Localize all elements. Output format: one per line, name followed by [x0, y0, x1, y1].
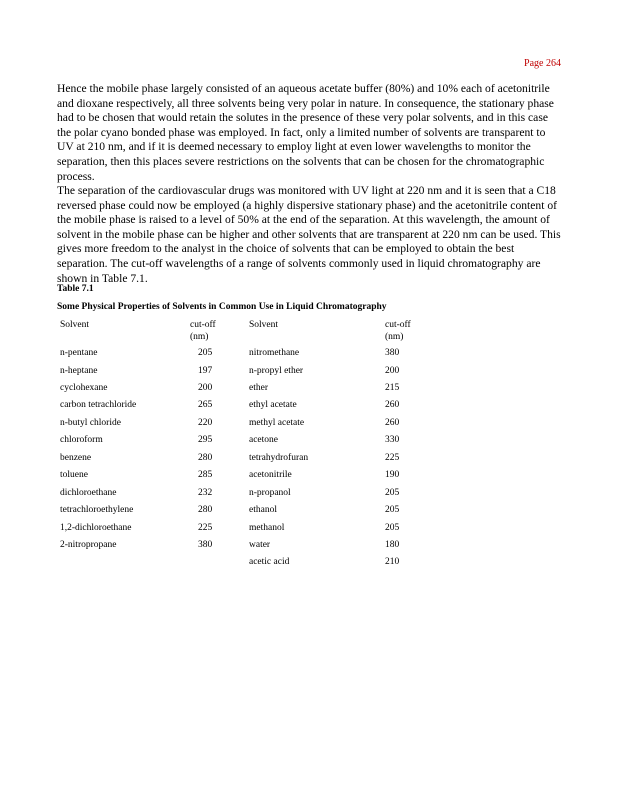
- header-cutoff-right: cut-off (nm): [385, 320, 411, 342]
- cutoff-value: 232: [198, 488, 213, 498]
- cutoff-value: 225: [198, 523, 213, 533]
- solvent-name: 1,2-dichloroethane: [60, 523, 132, 533]
- solvent-name: n-pentane: [60, 348, 98, 358]
- cutoff-value: 380: [198, 540, 213, 550]
- table-row: [0, 453, 617, 467]
- cutoff-value: 280: [198, 505, 213, 515]
- header-solvent-right: Solvent: [249, 320, 279, 330]
- table-title: Some Physical Properties of Solvents in Common Use in Liquid Chromatography: [57, 302, 387, 312]
- cutoff-value: 205: [385, 523, 400, 533]
- table-row: [0, 435, 617, 449]
- cutoff-value: 197: [198, 366, 213, 376]
- solvent-name: tetrachloroethylene: [60, 505, 134, 515]
- table-row: [0, 488, 617, 502]
- cutoff-value: 210: [385, 557, 400, 567]
- solvent-name: ethyl acetate: [249, 400, 297, 410]
- page-number: Page 264: [524, 58, 561, 69]
- cutoff-value: 285: [198, 470, 213, 480]
- table-row: [0, 505, 617, 519]
- cutoff-value: 205: [198, 348, 213, 358]
- solvent-name: n-propanol: [249, 488, 291, 498]
- solvent-name: 2-nitropropane: [60, 540, 117, 550]
- cutoff-value: 260: [385, 400, 400, 410]
- cutoff-value: 265: [198, 400, 213, 410]
- solvent-name: acetonitrile: [249, 470, 292, 480]
- solvent-name: acetone: [249, 435, 279, 445]
- cutoff-value: 280: [198, 453, 213, 463]
- table-row: [0, 400, 617, 414]
- table-row: [0, 540, 617, 554]
- cutoff-value: 220: [198, 418, 213, 428]
- table-row: [0, 470, 617, 484]
- cutoff-value: 205: [385, 488, 400, 498]
- solvent-name: chloroform: [60, 435, 103, 445]
- header-solvent-left: Solvent: [60, 320, 90, 330]
- paragraph-separation: The separation of the cardiovascular drugs was monitored with UV light at 220 nm and it is seen that a C18 reversed phase could now be employed (a highly dispersive stationary phase) and the acetonitrile content of the mobile phase is raised to a level of 50% at the end of the separation. At this wavelength, the amount of solvent in the mobile phase can be higher and other solvents that are transparent at 220 nm can be used. This gives more freedom to the analyst in the choice of solvents that can be employed to obtain the best separation. The cut-off wavelengths of a range of solvents commonly used in liquid chromatography are shown in Table 7.1.: [57, 184, 561, 285]
- solvent-name: methyl acetate: [249, 418, 305, 428]
- solvent-name: carbon tetrachloride: [60, 400, 137, 410]
- table-label: Table 7.1: [57, 284, 94, 294]
- cutoff-value: 180: [385, 540, 400, 550]
- solvent-name: toluene: [60, 470, 88, 480]
- cutoff-value: 380: [385, 348, 400, 358]
- solvent-name: ethanol: [249, 505, 277, 515]
- table-row: [0, 383, 617, 397]
- cutoff-value: 200: [198, 383, 213, 393]
- cutoff-value: 200: [385, 366, 400, 376]
- solvent-name: benzene: [60, 453, 92, 463]
- table-row: [0, 366, 617, 380]
- table-row: [0, 418, 617, 432]
- solvent-name: methanol: [249, 523, 285, 533]
- table-row: [0, 557, 617, 571]
- cutoff-value: 225: [385, 453, 400, 463]
- cutoff-value: 190: [385, 470, 400, 480]
- solvent-name: n-butyl chloride: [60, 418, 121, 428]
- cutoff-value: 260: [385, 418, 400, 428]
- solvent-name: ether: [249, 383, 268, 393]
- paragraph-mobile-phase: Hence the mobile phase largely consisted of an aqueous acetate buffer (80%) and 10% each of acetonitrile and dioxane respectively, all three solvents being very polar in nature. In consequence, the stationary phase had to be chosen that would retain the solutes in the presence of these very polar solvents, and in this case the polar cyano bonded phase was employed. In fact, only a limited number of solvents are transparent to UV at 210 nm, and if it is deemed necessary to employ light at even lower wavelengths to monitor the separation, then this places severe restrictions on the solvents that can be chosen for the chromatographic process.: [57, 82, 554, 183]
- table-row: [0, 348, 617, 362]
- cutoff-value: 295: [198, 435, 213, 445]
- solvent-name: cyclohexane: [60, 383, 108, 393]
- table-row: [0, 523, 617, 537]
- cutoff-value: 330: [385, 435, 400, 445]
- header-cutoff-left: cut-off (nm): [190, 320, 216, 342]
- solvent-name: nitromethane: [249, 348, 300, 358]
- solvent-name: dichloroethane: [60, 488, 117, 498]
- solvent-name: n-heptane: [60, 366, 98, 376]
- cutoff-value: 215: [385, 383, 400, 393]
- solvent-name: tetrahydrofuran: [249, 453, 309, 463]
- solvent-name: water: [249, 540, 271, 550]
- cutoff-value: 205: [385, 505, 400, 515]
- solvent-name: acetic acid: [249, 557, 290, 567]
- solvent-name: n-propyl ether: [249, 366, 304, 376]
